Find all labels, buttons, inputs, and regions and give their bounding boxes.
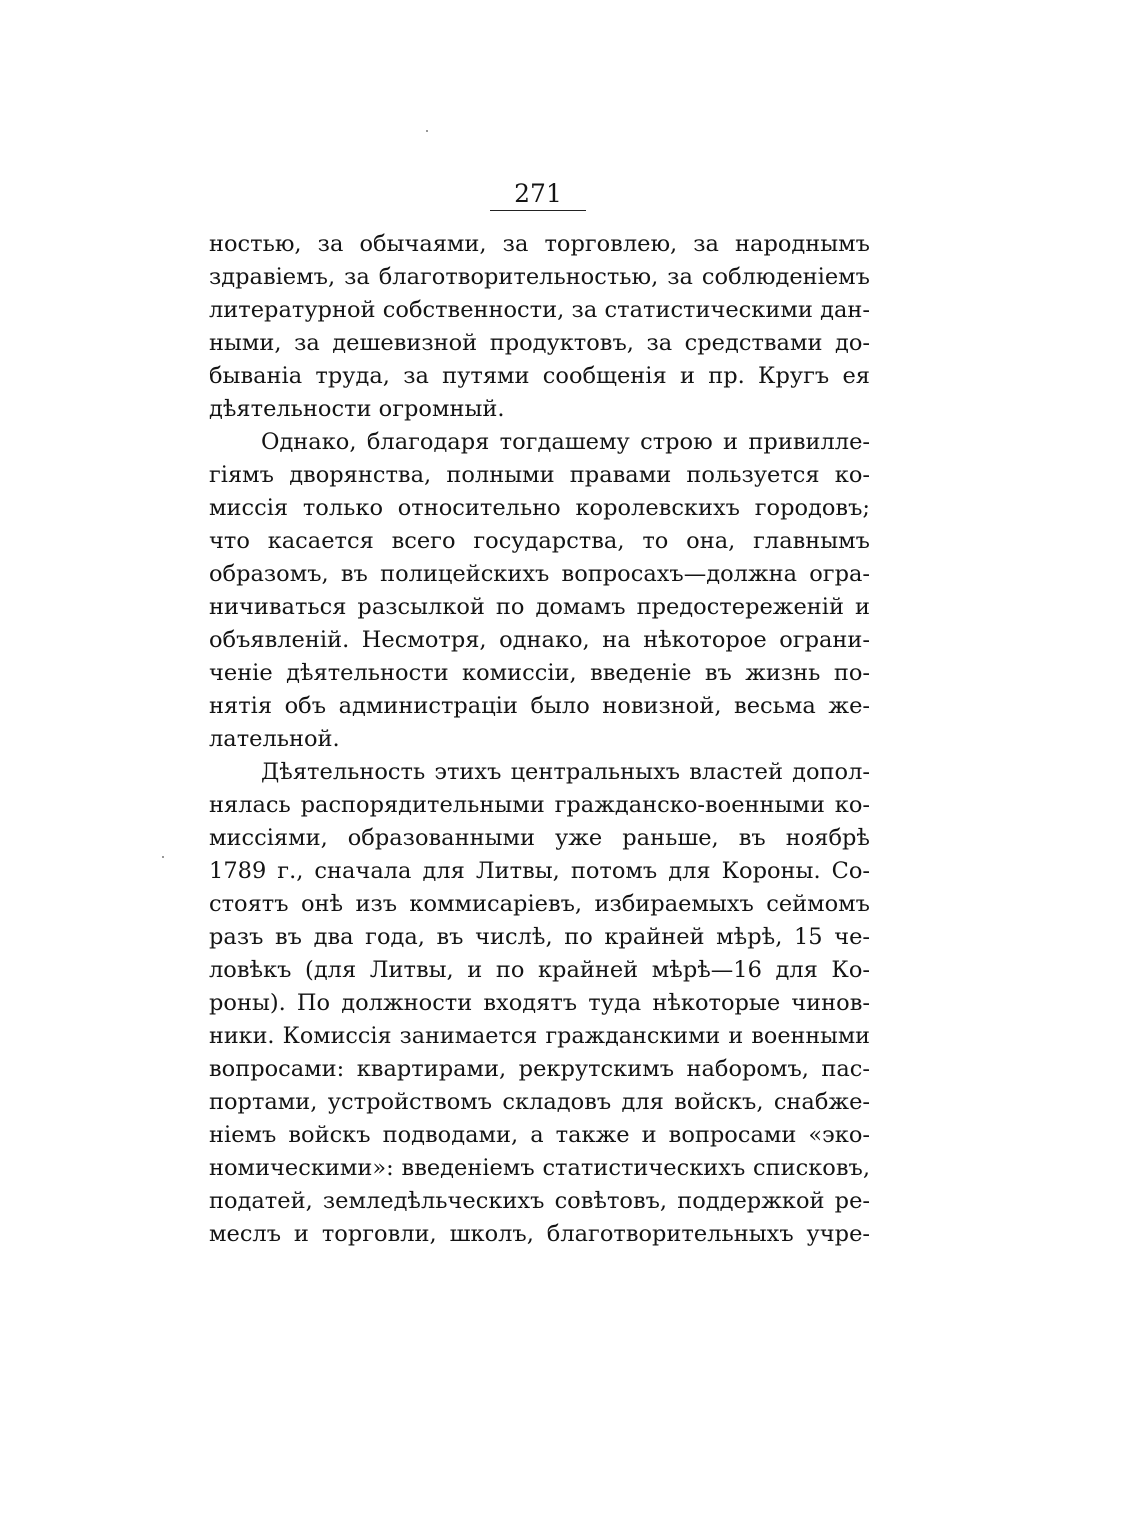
text-line: нялась распорядительными гражданско-военными ко- — [209, 792, 870, 818]
text-line: объявленій. Несмотря, однако, на нѣкоторое ограни- — [209, 627, 870, 653]
text-line: разъ въ два года, въ числѣ, по крайней мѣрѣ, 15 че- — [209, 924, 870, 950]
paragraph-3 — [209, 756, 870, 1251]
text-line: ники. Комиссія занимается гражданскими и военными — [209, 1023, 870, 1049]
scan-speck — [426, 130, 428, 132]
text-line: ностью, за обычаями, за торговлею, за народнымъ — [209, 231, 870, 257]
text-line: 1789 г., сначала для Литвы, потомъ для Короны. Со- — [209, 858, 870, 884]
text-line: ничиваться разсылкой по домамъ предостереженій и — [209, 594, 870, 620]
text-line: ловѣкъ (для Литвы, и по крайней мѣрѣ—16 для Ко- — [209, 957, 870, 983]
text-line: гіямъ дворянства, полными правами пользуется ко- — [209, 462, 870, 488]
text-line: портами, устройствомъ складовъ для войскъ, снабже- — [209, 1089, 870, 1115]
text-line: дѣятельности огромный. — [209, 396, 505, 422]
text-line: что касается всего государства, то она, главнымъ — [209, 528, 870, 554]
text-line: миссіями, образованными уже раньше, въ ноябрѣ — [209, 825, 870, 851]
text-line: ными, за дешевизной продуктовъ, за средствами до- — [209, 330, 870, 356]
text-line: лательной. — [209, 726, 340, 752]
text-line: меслъ и торговли, школъ, благотворительныхъ учре- — [209, 1221, 870, 1247]
text-line: литературной собственности, за статистическими дан- — [209, 297, 870, 323]
paragraph-2 — [209, 426, 870, 756]
text-line: номическими»: введеніемъ статистическихъ списковъ, — [209, 1155, 870, 1181]
text-line: миссія только относительно королевскихъ городовъ; — [209, 495, 870, 521]
text-line: Дѣятельность этихъ центральныхъ властей допол- — [261, 759, 870, 785]
text-line: вопросами: квартирами, рекрутскимъ наборомъ, пас- — [209, 1056, 870, 1082]
text-line: ніемъ войскъ подводами, а также и вопросами «эко- — [209, 1122, 870, 1148]
text-line: роны). По должности входятъ туда нѣкоторые чинов- — [209, 990, 870, 1016]
paragraph-1 — [209, 228, 870, 426]
text-line: здравіемъ, за благотворительностью, за соблюденіемъ — [209, 264, 870, 290]
text-line: Однако, благодаря тогдашему строю и привилле- — [261, 429, 870, 455]
text-line: образомъ, въ полицейскихъ вопросахъ—должна огра- — [209, 561, 870, 587]
text-line: стоятъ онѣ изъ коммисаріевъ, избираемыхъ сеймомъ — [209, 891, 870, 917]
body-text — [209, 228, 870, 1251]
text-line: податей, земледѣльческихъ совѣтовъ, поддержкой ре- — [209, 1188, 870, 1214]
text-line: ченіе дѣятельности комиссіи, введеніе въ жизнь по- — [209, 660, 870, 686]
scan-speck — [162, 856, 164, 858]
text-line: нятія объ администраціи было новизной, весьма же- — [209, 693, 870, 719]
text-line: бываніа труда, за путями сообщенія и пр. Кругъ ея — [209, 363, 870, 389]
page-number: 271 — [514, 179, 562, 208]
page-number-rule — [490, 210, 586, 211]
